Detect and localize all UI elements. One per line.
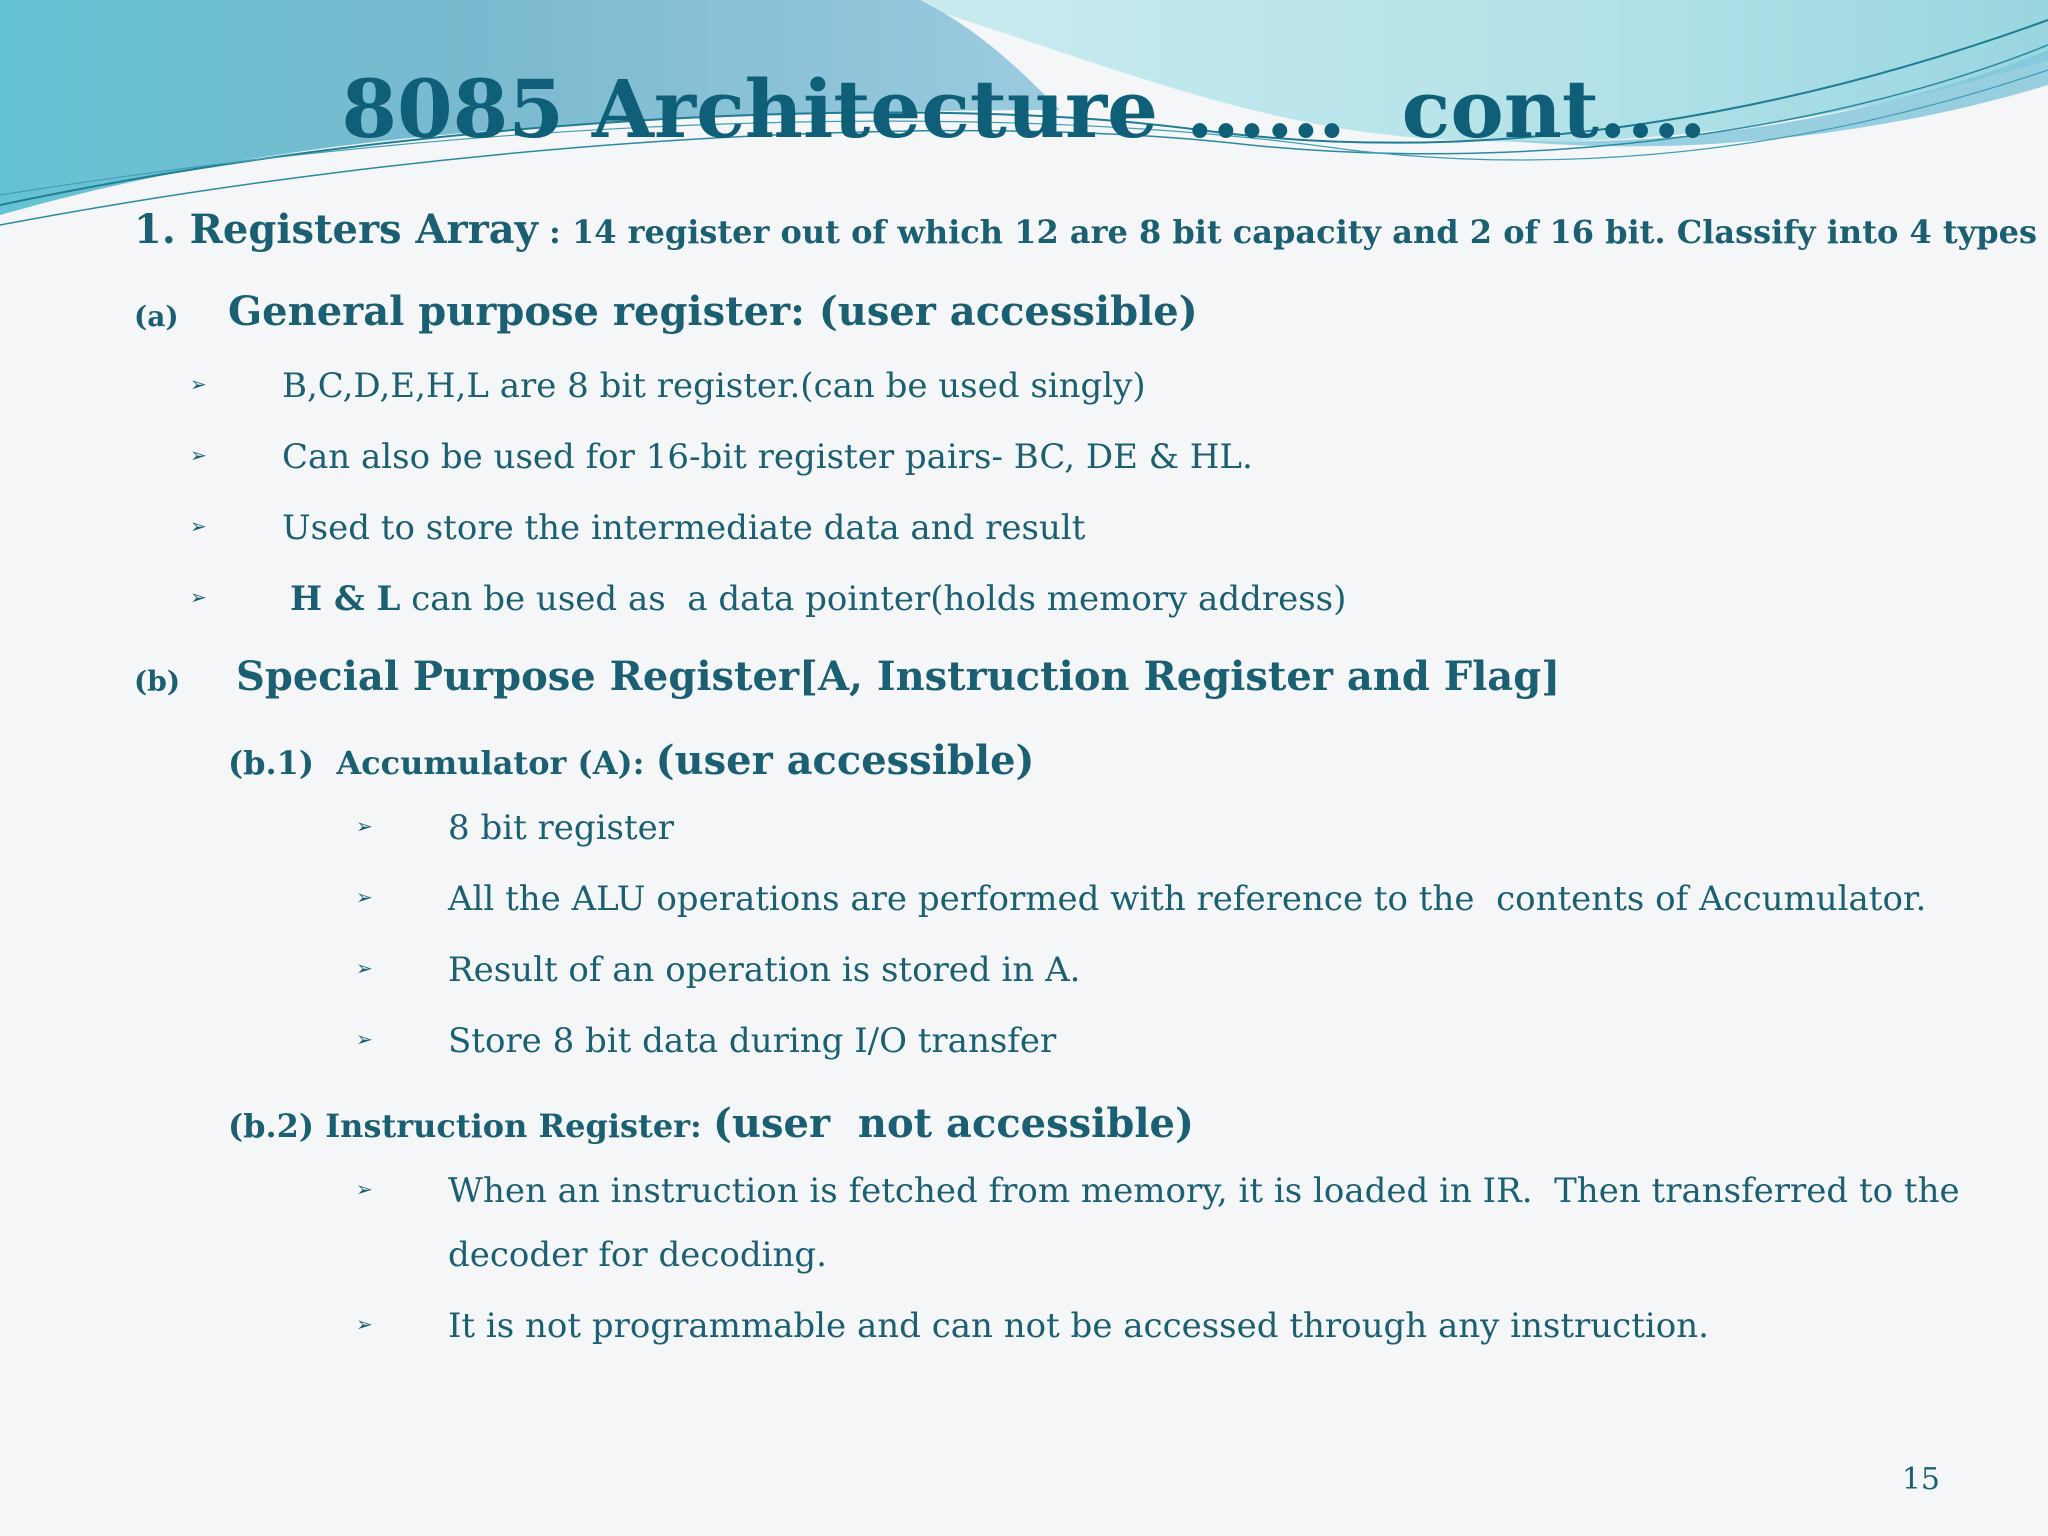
intro-label: 1. Registers Array <box>134 206 538 253</box>
section-b-heading: Special Purpose Register[A, Instruction Register and Flag] <box>236 653 1561 700</box>
section-a-bullet-3: Used to store the intermediate data and result <box>282 508 1086 548</box>
arrowhead-bullet-icon: ➢ <box>190 514 207 538</box>
instruction-register-subheading <box>228 1100 1194 1147</box>
slide-title: 8085 Architecture …… cont.… <box>341 62 1707 156</box>
intro-line <box>134 206 2037 253</box>
arrowhead-bullet-icon: ➢ <box>356 1312 373 1336</box>
instruction-register-bullet-2: It is not programmable and can not be accessed through any instruction. <box>448 1306 1709 1346</box>
page-number: 15 <box>1901 1462 1940 1497</box>
arrowhead-bullet-icon: ➢ <box>190 443 207 467</box>
instruction-register-bullet-1: When an instruction is fetched from memory, it is loaded in IR. Then transferred to the <box>448 1171 1960 1211</box>
arrowhead-bullet-icon: ➢ <box>356 814 373 838</box>
arrowhead-bullet-icon: ➢ <box>356 1177 373 1201</box>
instruction-register-bullet-1-cont: decoder for decoding. <box>448 1235 827 1275</box>
accumulator-bullet-1: 8 bit register <box>448 808 675 848</box>
accumulator-subheading <box>228 737 1034 784</box>
arrowhead-bullet-icon: ➢ <box>190 585 207 609</box>
hl-label: H & L <box>290 579 401 619</box>
section-a-heading: General purpose register: (user accessible) <box>228 288 1198 335</box>
accumulator-bullet-2: All the ALU operations are performed with reference to the contents of Accumulator. <box>448 879 1927 919</box>
instruction-register-access: (user not accessible) <box>712 1100 1194 1147</box>
section-a-marker: (a) <box>134 300 179 333</box>
arrowhead-bullet-icon: ➢ <box>356 1027 373 1051</box>
section-b-marker: (b) <box>134 665 181 698</box>
section-a-bullet-4 <box>290 579 1346 619</box>
section-a-bullet-2: Can also be used for 16-bit register pairs- BC, DE & HL. <box>282 437 1253 477</box>
accumulator-label: (b.1) Accumulator (A): <box>228 744 656 782</box>
accumulator-bullet-4: Store 8 bit data during I/O transfer <box>448 1021 1057 1061</box>
instruction-register-label: (b.2) Instruction Register: <box>228 1107 713 1145</box>
accumulator-access: (user accessible) <box>655 737 1035 784</box>
section-a-bullet-1: B,C,D,E,H,L are 8 bit register.(can be used singly) <box>282 366 1146 406</box>
arrowhead-bullet-icon: ➢ <box>190 372 207 396</box>
accumulator-bullet-3: Result of an operation is stored in A. <box>448 950 1081 990</box>
hl-text: can be used as a data pointer(holds memory address) <box>400 579 1347 619</box>
arrowhead-bullet-icon: ➢ <box>356 956 373 980</box>
arrowhead-bullet-icon: ➢ <box>356 885 373 909</box>
intro-text: : 14 register out of which 12 are 8 bit capacity and 2 of 16 bit. Classify into 4 types <box>537 213 2037 251</box>
